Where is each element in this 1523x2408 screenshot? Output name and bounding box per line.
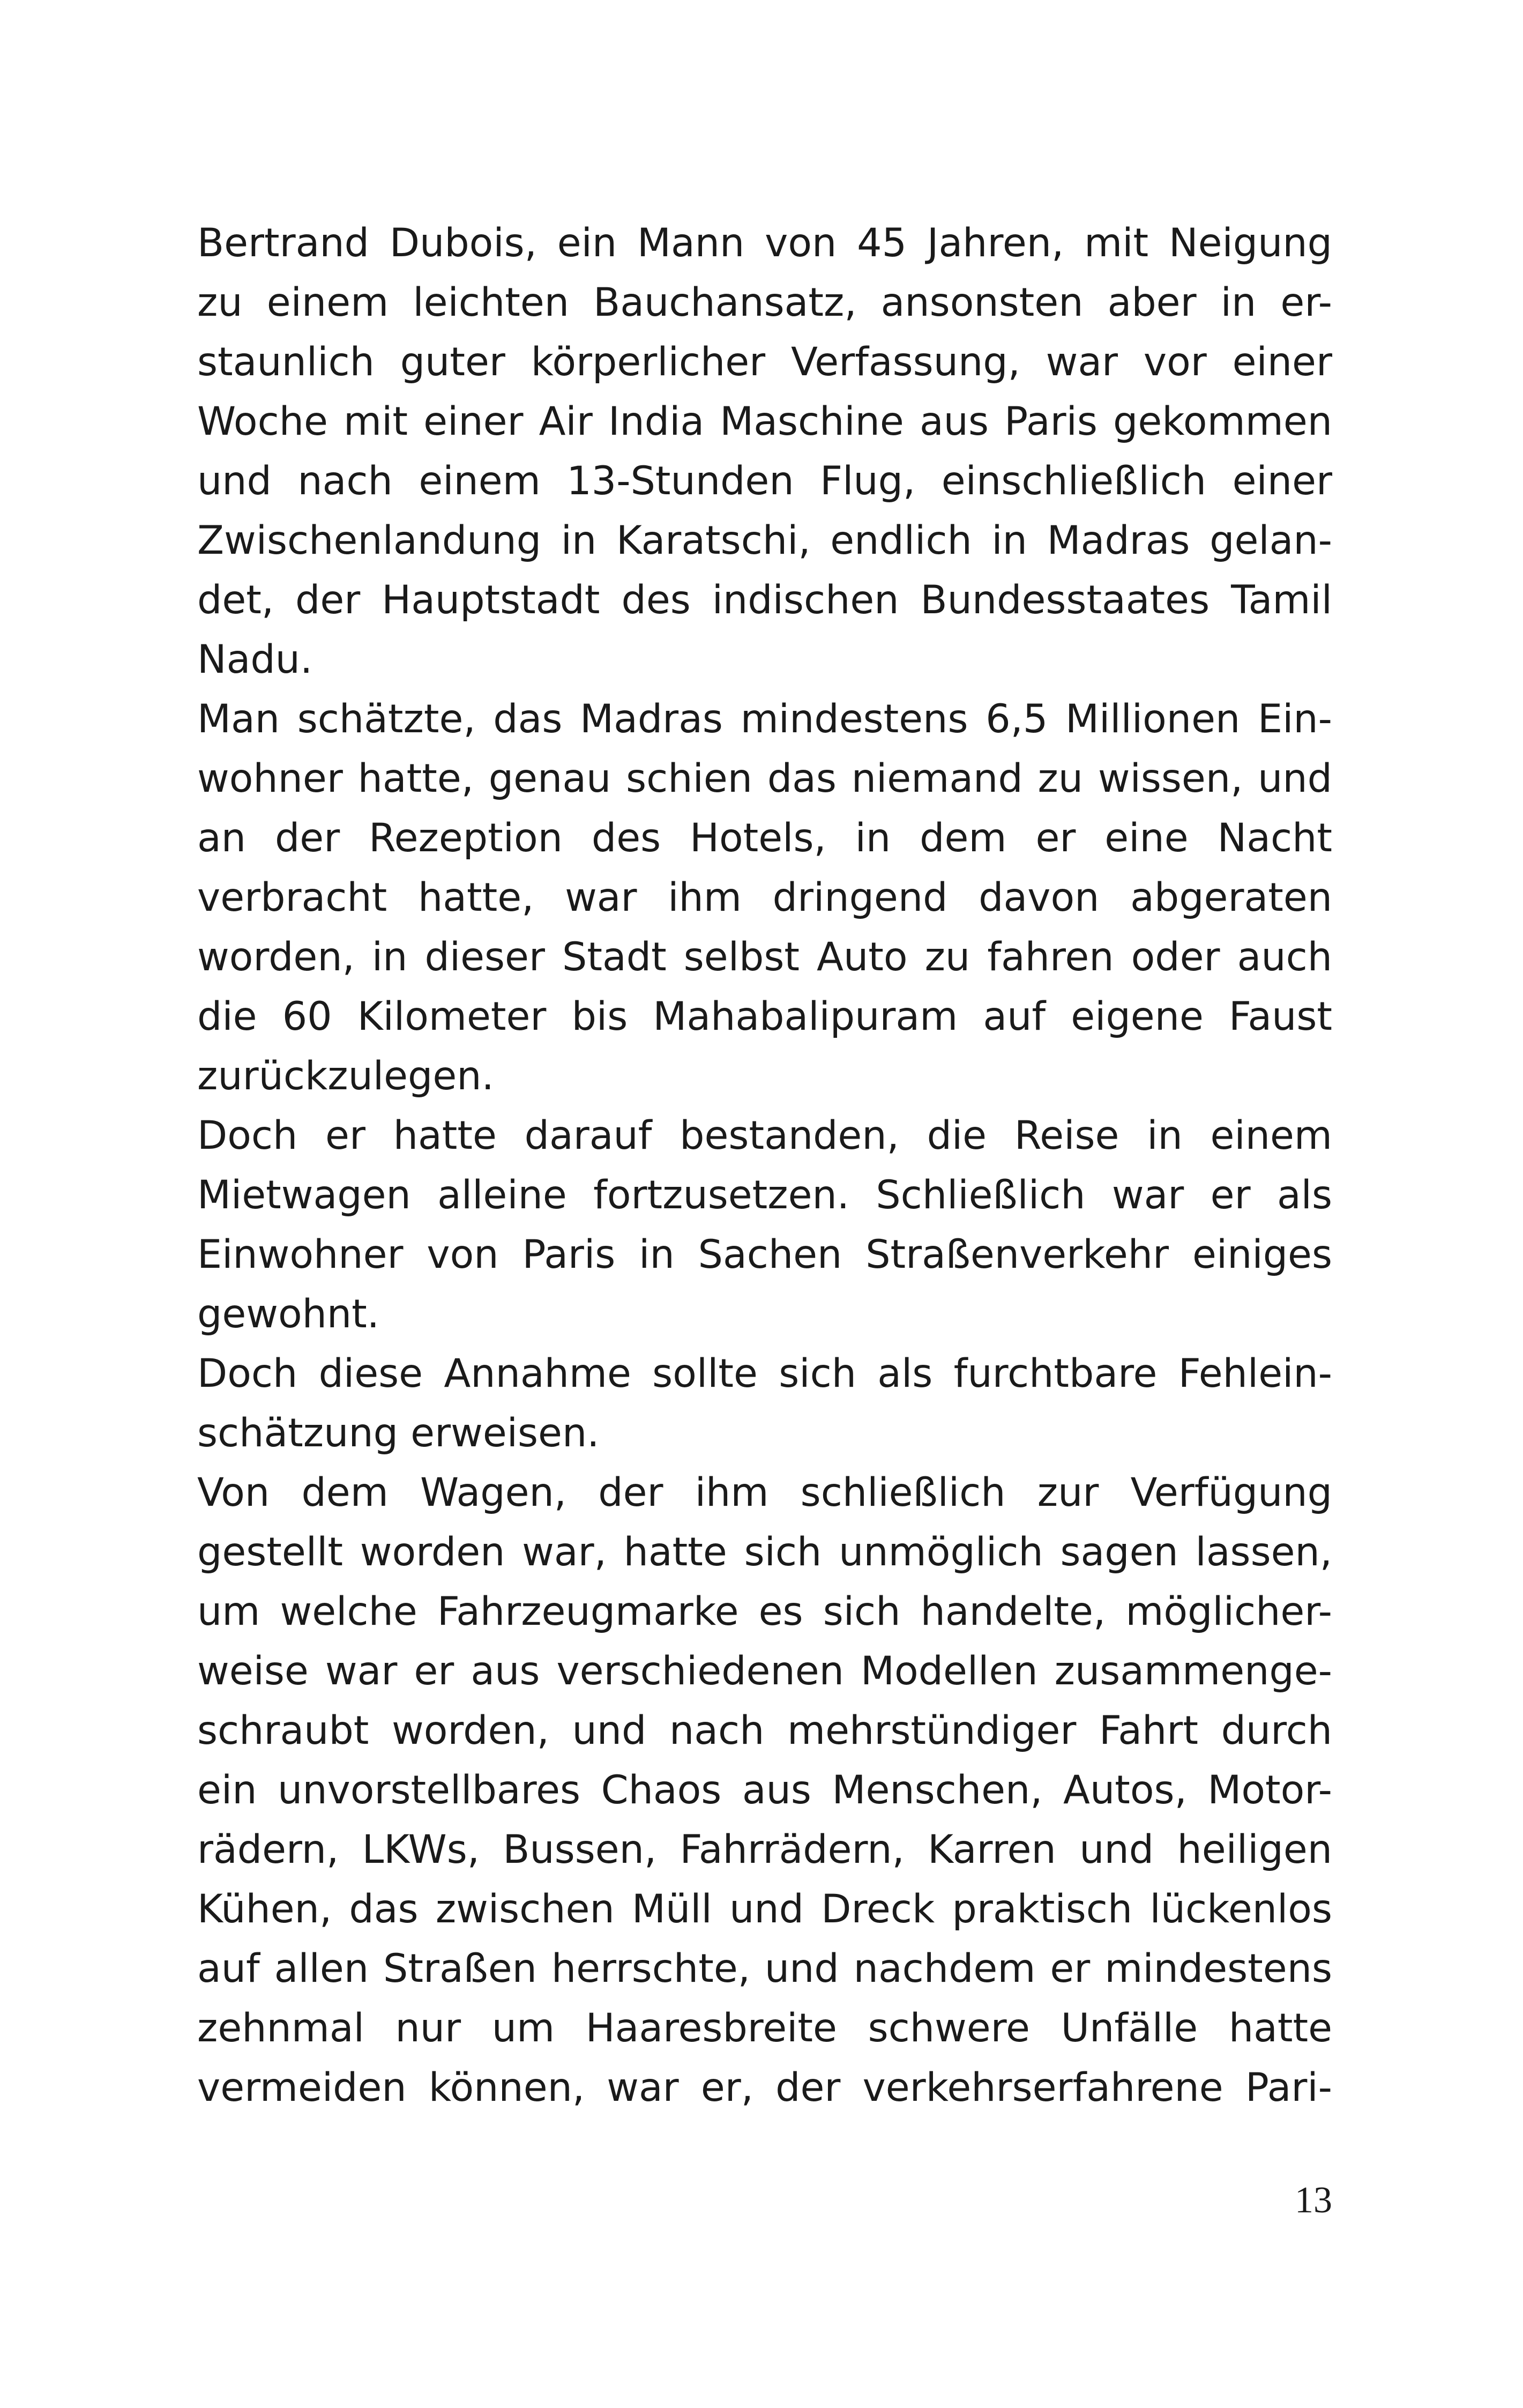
text-line: Mietwagen alleine fortzusetzen. Schließlich war er als (197, 1172, 1332, 1218)
text-line: zurückzulegen. (197, 1053, 494, 1099)
text-line: schätzung erweisen. (197, 1410, 600, 1456)
text-line: Bertrand Dubois, ein Mann von 45 Jahren, mit Neigung (197, 220, 1332, 266)
text-line: Man schätzte, das Madras mindestens 6,5 Millionen Ein- (197, 696, 1332, 742)
body-text (197, 213, 1332, 2117)
text-line: vermeiden können, war er, der verkehrserfahrene Pari- (197, 2065, 1332, 2110)
text-line: Von dem Wagen, der ihm schließlich zur Verfügung (197, 1470, 1332, 1515)
text-line: die 60 Kilometer bis Mahabalipuram auf eigene Faust (197, 994, 1332, 1039)
text-line: worden, in dieser Stadt selbst Auto zu fahren oder auch (197, 934, 1332, 980)
text-line: Kühen, das zwischen Müll und Dreck praktisch lückenlos (197, 1886, 1332, 1932)
text-line: Zwischenlandung in Karatschi, endlich in Madras gelan- (197, 518, 1332, 563)
text-line: Doch er hatte darauf bestanden, die Reise in einem (197, 1113, 1332, 1158)
text-line: verbracht hatte, war ihm dringend davon abgeraten (197, 875, 1332, 920)
text-line: und nach einem 13-Stunden Flug, einschließlich einer (197, 458, 1332, 504)
text-line: weise war er aus verschiedenen Modellen zusammenge- (197, 1648, 1332, 1694)
text-line: Woche mit einer Air India Maschine aus Paris gekommen (197, 399, 1332, 444)
text-line: um welche Fahrzeugmarke es sich handelte, möglicher- (197, 1589, 1332, 1634)
text-line: staunlich guter körperlicher Verfassung, war vor einer (197, 339, 1332, 385)
text-line: schraubt worden, und nach mehrstündiger Fahrt durch (197, 1708, 1332, 1753)
text-line: det, der Hauptstadt des indischen Bundesstaates Tamil (197, 577, 1332, 623)
text-line: ein unvorstellbares Chaos aus Menschen, Autos, Motor- (197, 1767, 1332, 1813)
text-line: wohner hatte, genau schien das niemand zu wissen, und (197, 756, 1332, 801)
text-line: Einwohner von Paris in Sachen Straßenverkehr einiges (197, 1232, 1332, 1277)
page-number: 13 (1295, 2180, 1332, 2221)
text-line: rädern, LKWs, Bussen, Fahrrädern, Karren und heiligen (197, 1827, 1332, 1872)
text-line: gewohnt. (197, 1291, 379, 1337)
text-line: gestellt worden war, hatte sich unmöglich sagen lassen, (197, 1529, 1332, 1575)
text-line: auf allen Straßen herrschte, und nachdem er mindestens (197, 1946, 1332, 1991)
text-line: zu einem leichten Bauchansatz, ansonsten aber in er- (197, 280, 1332, 325)
text-line: Doch diese Annahme sollte sich als furchtbare Fehlein- (197, 1351, 1332, 1396)
text-line: Nadu. (197, 637, 313, 682)
text-line: zehnmal nur um Haaresbreite schwere Unfälle hatte (197, 2005, 1332, 2051)
text-line: an der Rezeption des Hotels, in dem er eine Nacht (197, 815, 1332, 861)
